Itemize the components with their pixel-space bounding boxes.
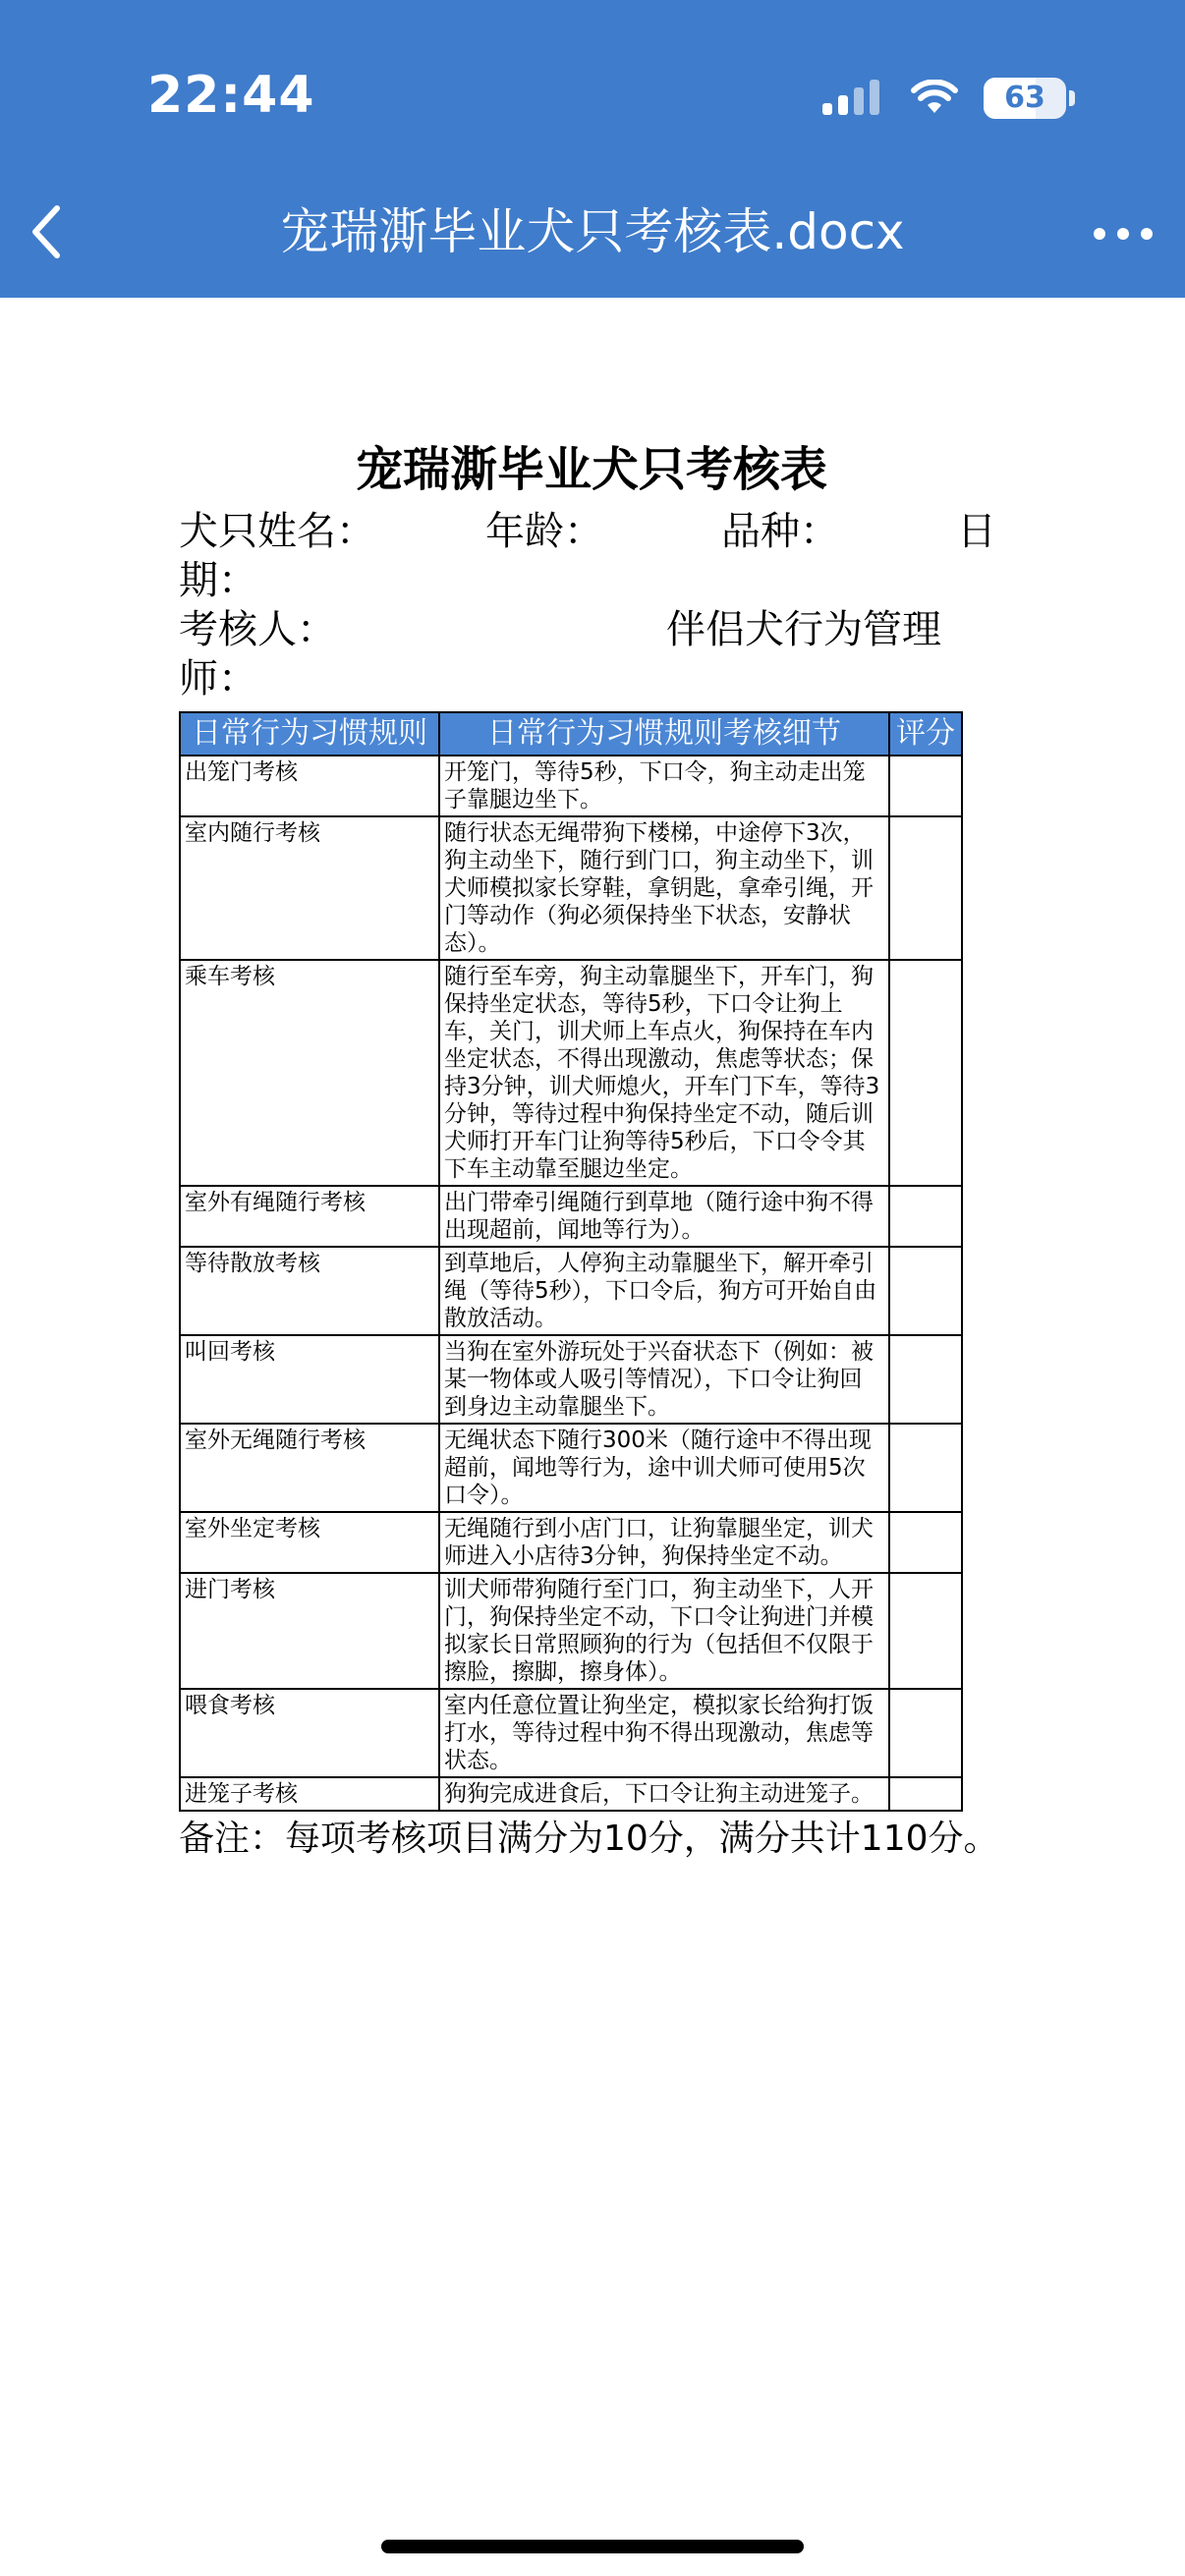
table-row	[180, 816, 962, 960]
rule-detail-cell: 无绳状态下随行300米（随行途中不得出现超前，闻地等行为，途中训犬师可使用5次口令）。	[439, 1424, 889, 1512]
score-cell	[889, 1186, 962, 1247]
table-row	[180, 1247, 962, 1335]
rule-detail-cell: 无绳随行到小店门口，让狗靠腿坐定，训犬师进入小店待3分钟，狗保持坐定不动。	[439, 1512, 889, 1573]
score-cell	[889, 960, 962, 1186]
rule-name-cell: 进门考核	[180, 1573, 439, 1689]
page-title: 宠瑞澌毕业犬只考核表	[355, 442, 827, 497]
score-cell	[889, 1512, 962, 1573]
back-button[interactable]	[16, 193, 75, 271]
rule-name-cell: 叫回考核	[180, 1335, 439, 1424]
document-page	[179, 432, 1004, 1863]
column-header-detail: 日常行为习惯规则考核细节	[439, 712, 889, 756]
rule-detail-cell: 随行状态无绳带狗下楼梯，中途停下3次，狗主动坐下，随行到门口，狗主动坐下，训犬师模拟家长穿鞋，拿钥匙，拿牵引绳，开门等动作（狗必须保持坐下状态，安静状态）。	[439, 816, 889, 960]
score-cell	[889, 756, 962, 816]
info-line-trainer-wrap	[179, 654, 1004, 703]
dog-name-label: 犬只姓名：	[179, 509, 375, 554]
score-cell	[889, 1573, 962, 1689]
rule-detail-cell: 出门带牵引绳随行到草地（随行途中狗不得出现超前，闻地等行为）。	[439, 1186, 889, 1247]
rule-detail-cell: 到草地后，人停狗主动靠腿坐下，解开牵引绳（等待5秒），下口令后，狗方可开始自由散放活动。	[439, 1247, 889, 1335]
column-header-score: 评分	[889, 712, 962, 756]
chevron-left-icon	[28, 202, 63, 261]
table-row	[180, 1689, 962, 1777]
table-row	[180, 1573, 962, 1689]
cellular-signal-icon	[820, 80, 881, 117]
more-options-button[interactable]	[1089, 204, 1157, 263]
battery-level: 63	[1004, 81, 1045, 115]
info-line-basic	[179, 507, 1004, 556]
document-file-title: 宠瑞澌毕业犬只考核表.docx	[280, 203, 905, 260]
rule-detail-cell: 随行至车旁，狗主动靠腿坐下，开车门，狗保持坐定状态，等待5秒，下口令让狗上车，关门，训犬师上车点火，狗保持在车内坐定状态，不得出现激动，焦虑等状态；保持3分钟，训犬师熄火，开车门下车，等待3分钟，等待过程中狗保持坐定不动，随后训犬师打开车门让狗等待5秒后，下口令令其下车主动靠至腿边坐定。	[439, 960, 889, 1186]
status-indicators	[820, 71, 1075, 126]
rule-name-cell: 室内随行考核	[180, 816, 439, 960]
remark-note: 备注：每项考核项目满分为10分，满分共计110分。	[179, 1819, 999, 1859]
rule-name-cell: 喂食考核	[180, 1689, 439, 1777]
wifi-icon	[911, 80, 958, 117]
rule-detail-cell: 当狗在室外游玩处于兴奋状态下（例如：被某一物体或人吸引等情况），下口令让狗回到身边主动靠腿坐下。	[439, 1335, 889, 1424]
status-time: 22:44	[147, 66, 315, 125]
table-header-row	[180, 712, 962, 756]
more-horizontal-icon	[1093, 227, 1154, 241]
score-cell	[889, 1777, 962, 1811]
table-row	[180, 1424, 962, 1512]
home-indicator[interactable]	[381, 2540, 804, 2553]
info-line-date-wrap	[179, 556, 1004, 605]
table-row	[180, 1335, 962, 1424]
table-row	[180, 1777, 962, 1811]
score-cell	[889, 1247, 962, 1335]
score-cell	[889, 1335, 962, 1424]
table-row	[180, 756, 962, 816]
breed-label: 品种：	[721, 509, 839, 554]
rule-name-cell: 室外坐定考核	[180, 1512, 439, 1573]
trainer-label-part2: 师：	[179, 656, 257, 701]
score-cell	[889, 1689, 962, 1777]
battery-cap	[1069, 90, 1075, 106]
score-cell	[889, 816, 962, 960]
examiner-label: 考核人：	[179, 607, 336, 652]
age-label: 年龄：	[485, 509, 603, 554]
table-row	[180, 1512, 962, 1573]
assessment-table	[179, 711, 963, 1812]
rule-name-cell: 室外无绳随行考核	[180, 1424, 439, 1512]
rule-detail-cell: 开笼门，等待5秒，下口令，狗主动走出笼子靠腿边坐下。	[439, 756, 889, 816]
header-bar	[0, 0, 1185, 298]
rule-name-cell: 乘车考核	[180, 960, 439, 1186]
rule-detail-cell: 狗狗完成进食后，下口令让狗主动进笼子。	[439, 1777, 889, 1811]
column-header-rule: 日常行为习惯规则	[180, 712, 439, 756]
rule-name-cell: 进笼子考核	[180, 1777, 439, 1811]
rule-detail-cell: 室内任意位置让狗坐定，模拟家长给狗打饭打水，等待过程中狗不得出现激动，焦虑等状态。	[439, 1689, 889, 1777]
score-cell	[889, 1424, 962, 1512]
battery-indicator	[984, 78, 1066, 119]
rule-name-cell: 室外有绳随行考核	[180, 1186, 439, 1247]
trainer-label-part1: 伴侣犬行为管理	[666, 607, 941, 652]
rule-name-cell: 出笼门考核	[180, 756, 439, 816]
table-row	[180, 1186, 962, 1247]
rule-detail-cell: 训犬师带狗随行至门口，狗主动坐下，人开门，狗保持坐定不动，下口令让狗进门并模拟家长日常照顾狗的行为（包括但不仅限于擦脸，擦脚，擦身体）。	[439, 1573, 889, 1689]
info-line-examiner	[179, 605, 1004, 654]
table-row	[180, 960, 962, 1186]
rule-name-cell: 等待散放考核	[180, 1247, 439, 1335]
date-label-part2: 期：	[179, 558, 257, 603]
date-label-part1: 日	[957, 509, 996, 554]
